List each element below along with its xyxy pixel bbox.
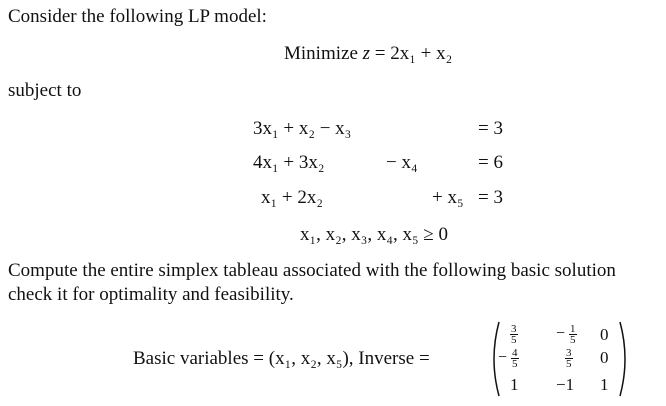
subject-to-label: subject to (8, 80, 82, 101)
constraint-2-rhs: = 6 (478, 152, 503, 173)
constraint-3-mid: + x₅ (432, 187, 464, 208)
inverse-cell-r1-c3: 0 (600, 325, 609, 344)
nonnegativity-constraint: x₁, x₂, x₃, x₄, x₅ ≥ 0 (300, 224, 449, 245)
constraint-3-lhs: x₁ + 2x₂ (261, 187, 323, 208)
inverse-cell-r3-c2: −1 (556, 375, 575, 394)
inverse-cell-r2-c3: 0 (600, 348, 609, 367)
inverse-cell-r3-c3: 1 (600, 375, 609, 394)
task-line-1: Compute the entire simplex tableau associated with the following basic solution (8, 260, 616, 281)
inverse-cell-r2-c1: − $\frac{4}{5}$ (498, 347, 518, 370)
inverse-cell-r3-c1: 1 (510, 375, 519, 394)
objective-prefix: Minimize (284, 43, 363, 64)
task-line-2: check it for optimality and feasibility. (8, 284, 294, 305)
constraint-1-lhs: 3x₁ + x₂ − x₃ (253, 118, 352, 139)
intro-text: Consider the following LP model: (8, 6, 267, 27)
inverse-cell-r2-c2: $\frac{3}{5}$ (566, 347, 572, 370)
constraint-2-lhs: 4x₁ + 3x₂ (253, 152, 325, 173)
objective-function (284, 43, 452, 65)
inverse-cell-r1-c2: − $\frac{1}{5}$ (556, 323, 576, 346)
constraint-1-rhs: = 3 (478, 118, 503, 139)
inverse-cell-r1-c1: $\frac{3}{5}$ (511, 323, 517, 346)
matrix-right-paren (618, 320, 632, 398)
basic-variables-label: Basic variables = (x₁, x₂, x₅), Inverse = (133, 348, 430, 369)
constraint-2-mid: − x₄ (386, 152, 418, 173)
objective-rhs: = 2x₁ + x₂ (370, 43, 453, 64)
objective-variable: z (362, 43, 371, 64)
constraint-3-rhs: = 3 (478, 187, 503, 208)
